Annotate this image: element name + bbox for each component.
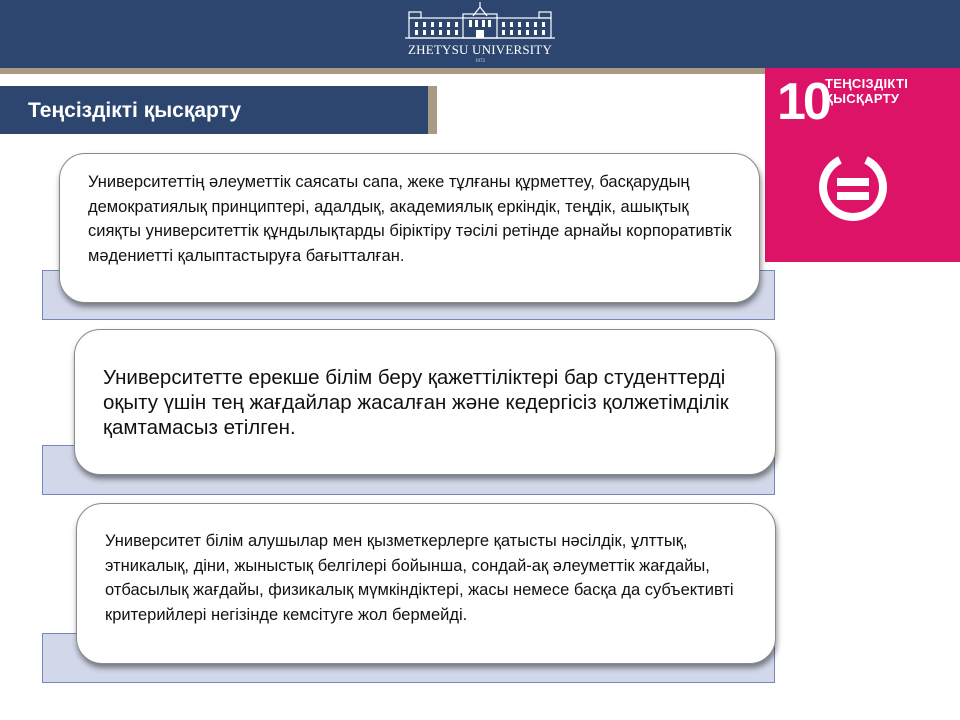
sdg-label xyxy=(825,76,908,106)
header-accent-line xyxy=(0,68,765,74)
university-building-icon xyxy=(395,2,565,42)
info-card-1 xyxy=(59,153,760,303)
sdg-label-line-2: ҚЫСҚАРТУ xyxy=(825,91,900,106)
info-card-2 xyxy=(74,329,776,475)
sdg-number: 10 xyxy=(777,73,829,131)
info-card-2-text: Университетте ерекше білім беру қажеттіліктері бар студенттерді оқыту үшін тең жағдайлар жасалған және кедергісіз қолжетімділік қамтамасыз етілген. xyxy=(103,366,729,439)
sdg-10-badge xyxy=(765,68,960,262)
info-card-3-text: Университет білім алушылар мен қызметкерлерге қатысты нәсілдік, ұлттық, этникалық, діни, жыныстық белгілері бойынша, сондай-ақ әлеуметтік жағдайы, отбасылық жағдайы, физикалық мүмкіндіктері, жасы немесе басқа да субъективті критерийлері негізінде кемсітуге жол бермейді. xyxy=(105,532,734,624)
equality-icon xyxy=(817,152,889,224)
page-title: Теңсіздікті қысқарту xyxy=(0,86,428,134)
university-logo xyxy=(395,2,565,66)
sdg-label-line-1: ТЕҢСІЗДІКТІ xyxy=(825,76,909,91)
header-bar xyxy=(0,0,960,68)
info-card-3 xyxy=(76,503,776,664)
university-founded-year: 1972 xyxy=(475,59,485,64)
info-card-1-text: Университеттің әлеуметтік саясаты сапа, жеке тұлғаны құрметтеу, басқарудың демократиялық принциптері, адалдық, академиялық еркіндік, теңдік, ашықтық сияқты университеттік құндылықтарды біріктіру тәсілі ретінде арнайы корпоративтік мәдениетті қалыптастыруға бағытталған. xyxy=(88,173,732,265)
university-name: ZHETYSU UNIVERSITY xyxy=(407,42,553,57)
